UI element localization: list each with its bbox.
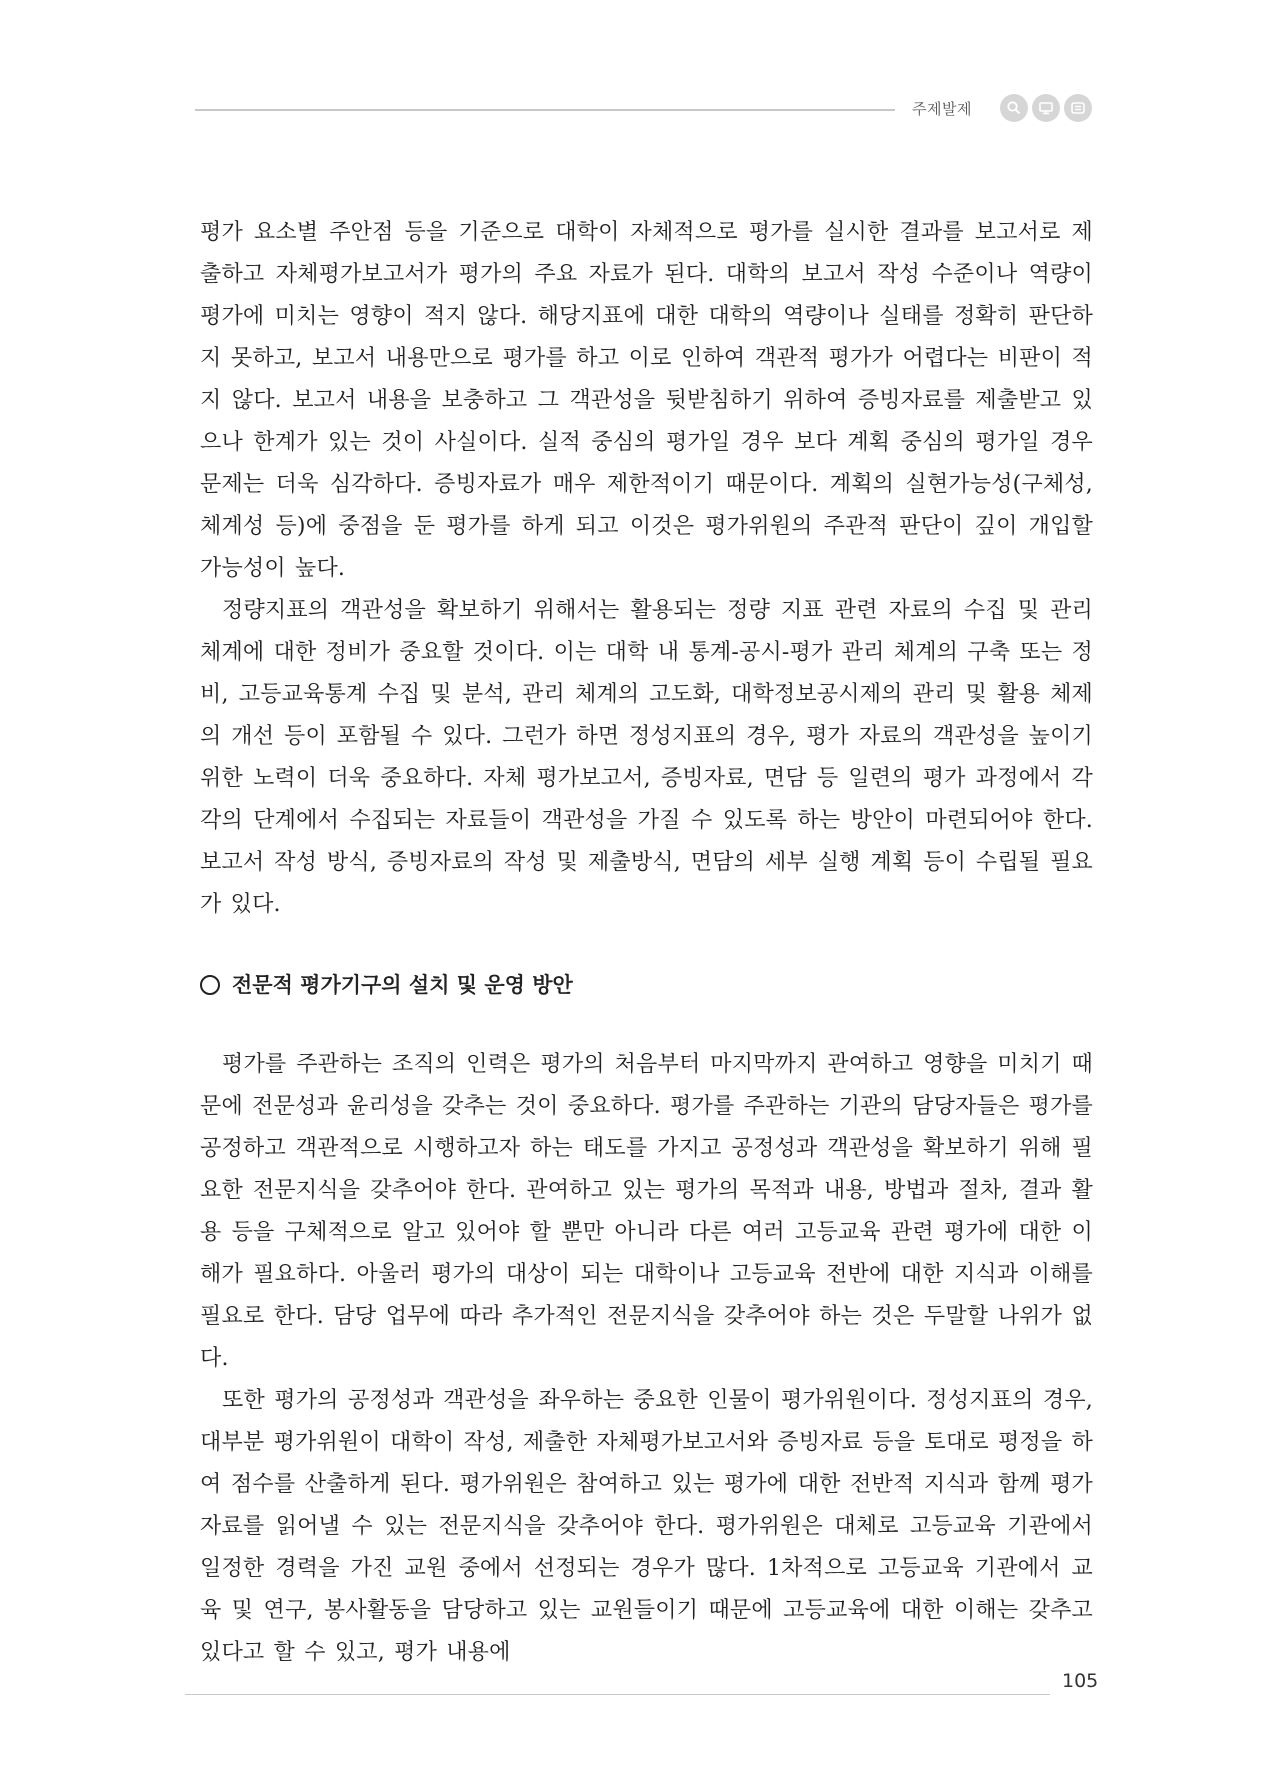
body-paragraph: 정량지표의 객관성을 확보하기 위해서는 활용되는 정량 지표 관련 자료의 수집 및 관리 체계에 대한 정비가 중요할 것이다. 이는 대학 내 통계-공시-평가 관리 체계의 구축 또는 정비, 고등교육통계 수집 및 분석, 관리 체계의 고도화, 대학정보공시제의 관리 및 활용 체제의 개선 등이 포함될 수 있다. 그런가 하면 정성지표의 경우, 평가 자료의 객관성을 높이기 위한 노력이 더욱 중요하다. 자체 평가보고서, 증빙자료, 면담 등 일련의 평가 과정에서 각각의 단계에서 수집되는 자료들이 객관성을 가질 수 있도록 하는 방안이 마련되어야 한다. 보고서 작성 방식, 증빙자료의 작성 및 제출방식, 면담의 세부 실행 계획 등이 수립될 필요가 있다. — [200, 598, 1093, 917]
list-icon — [1064, 94, 1092, 122]
header-icon-group — [1000, 94, 1092, 122]
section-heading — [200, 964, 1093, 1006]
body-paragraph: 평가를 주관하는 조직의 인력은 평가의 처음부터 마지막까지 관여하고 영향을 미치기 때문에 전문성과 윤리성을 갖추는 것이 중요하다. 평가를 주관하는 기관의 담당자들은 평가를 공정하고 객관적으로 시행하고자 하는 태도를 가지고 공정성과 객관성을 확보하기 위해 필요한 전문지식을 갖추어야 한다. 관여하고 있는 평가의 목적과 내용, 방법과 절차, 결과 활용 등을 구체적으로 알고 있어야 할 뿐만 아니라 다른 여러 고등교육 관련 평가에 대한 이해가 필요하다. 아울러 평가의 대상이 되는 대학이나 고등교육 전반에 대한 지식과 이해를 필요로 한다. 담당 업무에 따라 추가적인 전문지식을 갖추어야 하는 것은 두말할 나위가 없다. — [200, 1052, 1093, 1371]
document-body — [200, 212, 1093, 1674]
footer-rule — [185, 1694, 1050, 1695]
body-paragraph: 평가 요소별 주안점 등을 기준으로 대학이 자체적으로 평가를 실시한 결과를 보고서로 제출하고 자체평가보고서가 평가의 주요 자료가 된다. 대학의 보고서 작성 수준이나 역량이 평가에 미치는 영향이 적지 않다. 해당지표에 대한 대학의 역량이나 실태를 정확히 판단하지 못하고, 보고서 내용만으로 평가를 하고 이로 인하여 객관적 평가가 어렵다는 비판이 적지 않다. 보고서 내용을 보충하고 그 객관성을 뒷받침하기 위하여 증빙자료를 제출받고 있으나 한계가 있는 것이 사실이다. 실적 중심의 평가일 경우 보다 계획 중심의 평가일 경우 문제는 더욱 심각하다. 증빙자료가 매우 제한적이기 때문이다. 계획의 실현가능성(구체성, 체계성 등)에 중점을 둔 평가를 하게 되고 이것은 평가위원의 주관적 판단이 깊이 개입할 가능성이 높다. — [200, 220, 1093, 581]
header-rule — [195, 109, 895, 111]
running-header-title: 주제발제 — [912, 100, 972, 118]
body-paragraph: 또한 평가의 공정성과 객관성을 좌우하는 중요한 인물이 평가위원이다. 정성지표의 경우, 대부분 평가위원이 대학이 작성, 제출한 자체평가보고서와 증빙자료 등을 토대로 평정을 하여 점수를 산출하게 된다. 평가위원은 참여하고 있는 평가에 대한 전반적 지식과 함께 평가 자료를 읽어낼 수 있는 전문지식을 갖추어야 한다. 평가위원은 대체로 고등교육 기관에서 일정한 경력을 가진 교원 중에서 선정되는 경우가 많다. 1차적으로 고등교육 기관에서 교육 및 연구, 봉사활동을 담당하고 있는 교원들이기 때문에 고등교육에 대한 이해는 갖추고 있다고 할 수 있고, 평가 내용에 — [200, 1388, 1093, 1665]
circle-bullet-icon — [200, 975, 220, 995]
page-number: 105 — [1062, 1670, 1099, 1692]
search-icon — [1000, 94, 1028, 122]
section-heading-text: 전문적 평가기구의 설치 및 운영 방안 — [232, 973, 573, 997]
monitor-icon — [1032, 94, 1060, 122]
